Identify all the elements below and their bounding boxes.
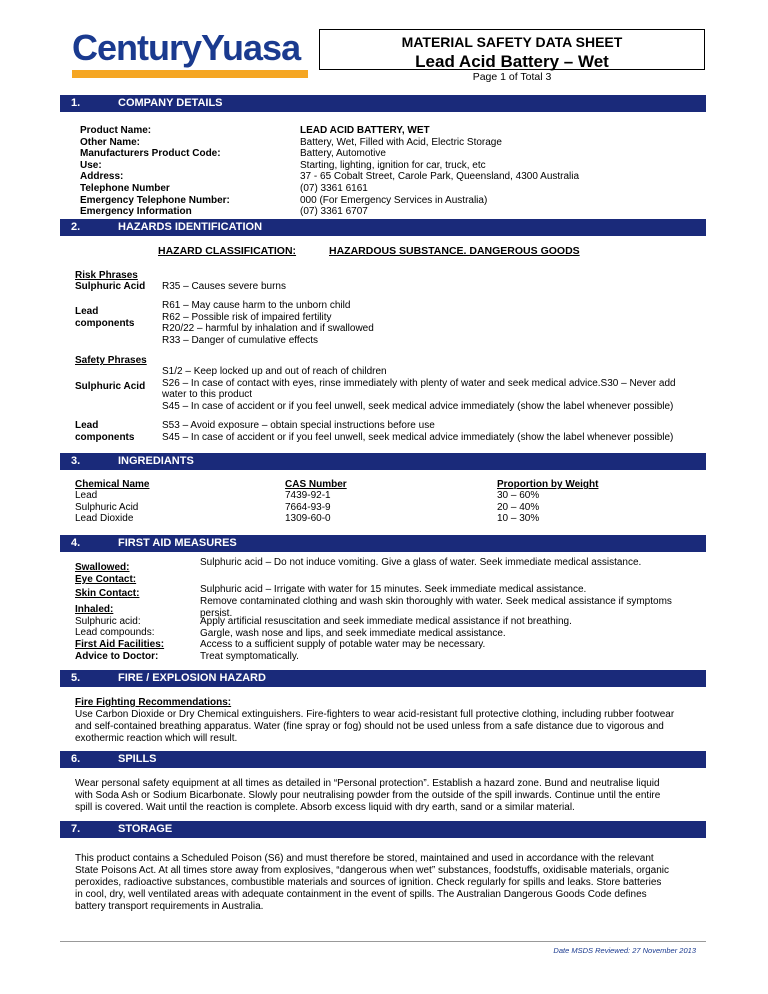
ingredients-cas-column: [285, 479, 347, 524]
table-cell: 30 – 60%: [497, 490, 540, 502]
storage-block: [75, 853, 695, 913]
fire-fighting-block: [75, 697, 695, 745]
first-aid-values: [200, 616, 572, 663]
review-date: Date MSDS Reviewed: 27 November 2013: [553, 946, 696, 955]
first-aid-labels: [75, 604, 164, 663]
label-line: components: [75, 432, 135, 443]
section-title: STORAGE: [118, 823, 173, 835]
phrase-line: R35 – Causes severe burns: [162, 281, 286, 292]
company-label: Emergency Information: [80, 206, 192, 218]
company-values: [300, 125, 579, 218]
sulphuric-acid-label: Sulphuric acid:: [75, 615, 141, 627]
ingredients-proportion-column: [497, 479, 598, 524]
section-number: 6.: [71, 753, 81, 765]
section-7-header: [60, 821, 706, 838]
phrase-line: R33 – Danger of cumulative effects: [162, 335, 319, 347]
company-label: Manufacturers Product Code:: [80, 148, 221, 160]
text-line: State Poisons Act. At all times store away from explosives, “dangerous when wet” substances, foodstuffs, oxidisable materials, organic: [75, 865, 669, 876]
safety-lead-text: [162, 420, 673, 444]
section-title: COMPANY DETAILS: [118, 97, 223, 109]
first-aid-facilities-text: Access to a sufficient supply of potable water may be necessary.: [200, 639, 486, 651]
section-number: 5.: [71, 672, 81, 684]
inhaled-text: Apply artificial resuscitation and seek immediate medical assistance if not breathing.: [200, 616, 572, 627]
advice-to-doctor-text: Treat symptomatically.: [200, 651, 299, 663]
table-cell: Sulphuric Acid: [75, 501, 139, 513]
safety-lead-label: [75, 420, 134, 444]
risk-phrases-heading: Risk Phrases: [75, 270, 138, 281]
company-label: Address:: [80, 171, 124, 183]
text-line: battery transport requirements in Australia.: [75, 901, 264, 912]
table-cell: Lead: [75, 490, 98, 502]
inhaled-label: Inhaled:: [75, 604, 114, 615]
section-1-header: [60, 95, 706, 112]
logo-text: CenturyYuasa: [72, 27, 301, 68]
century-yuasa-logo: [72, 27, 312, 80]
text-line: persist.: [200, 608, 233, 619]
company-value: 37 - 65 Cobalt Street, Carole Park, Queensland, 4300 Australia: [300, 171, 580, 183]
phrase-line: S53 – Avoid exposure – obtain special instructions before use: [162, 420, 435, 431]
spills-block: [75, 778, 695, 814]
safety-acid-label: Sulphuric Acid: [75, 381, 146, 392]
text-line: exothermic reaction which will result.: [75, 733, 238, 744]
company-value: Starting, lighting, ignition for car, truck, etc: [300, 159, 486, 171]
section-number: 3.: [71, 455, 81, 467]
lead-compounds-label: Lead compounds:: [75, 627, 155, 639]
phrase-line: R20/22 – harmful by inhalation and if swallowed: [162, 323, 374, 335]
company-value: 000 (For Emergency Services in Australia): [300, 194, 488, 206]
table-cell: Lead Dioxide: [75, 512, 134, 524]
phrase-line: S26 – In case of contact with eyes, rinse immediately with plenty of water and seek medical advice.S30 – Never add: [162, 377, 676, 389]
table-cell: 7439-92-1: [285, 490, 331, 502]
column-header: Chemical Name: [75, 479, 150, 490]
page-number: Page 1 of Total 3: [472, 71, 552, 83]
logo-underline: [72, 70, 308, 78]
label-line: Lead: [75, 306, 99, 317]
section-title: HAZARDS IDENTIFICATION: [118, 221, 263, 233]
eye-contact-text: Sulphuric acid – Irrigate with water for 15 minutes. Seek immediate medical assistance.: [200, 584, 587, 595]
section-number: 2.: [71, 221, 81, 233]
company-value: Battery, Automotive: [300, 148, 386, 160]
safety-acid-text: [162, 366, 676, 413]
text-line: This product contains a Scheduled Poison (S6) and must therefore be stored, maintained and used in accordance with the relevant: [75, 853, 654, 864]
company-value: LEAD ACID BATTERY, WET: [300, 125, 430, 136]
risk-lead-text: [162, 300, 374, 347]
document-title: MATERIAL SAFETY DATA SHEET: [401, 34, 623, 50]
phrase-line: S1/2 – Keep locked up and out of reach of children: [162, 366, 387, 377]
section-6-header: [60, 751, 706, 768]
swallowed-label: Swallowed:: [75, 562, 130, 573]
text-line: Use Carbon Dioxide or Dry Chemical extinguishers. Fire-fighters to wear acid-resistant full protective clothing, including rubber footwear: [75, 709, 675, 720]
label-line: components: [75, 318, 135, 329]
text-line: and self-contained breathing apparatus. Water (fine spray or fog) should not be used unless from a safe distance due to vigorous and: [75, 721, 664, 732]
phrase-line: S45 – In case of accident or if you feel unwell, seek medical advice immediately (show the label whenever possible): [162, 432, 674, 443]
section-title: FIRE / EXPLOSION HAZARD: [118, 672, 266, 684]
section-title: FIRST AID MEASURES: [118, 537, 237, 549]
section-title: INGREDIANTS: [118, 455, 194, 467]
table-cell: 10 – 30%: [497, 512, 540, 524]
fire-fighting-heading: Fire Fighting Recommendations:: [75, 697, 232, 708]
sulphuric-acid-text: Gargle, wash nose and lips, and seek immediate medical assistance.: [200, 627, 506, 639]
section-number: 4.: [71, 537, 81, 549]
phrase-line: R62 – Possible risk of impaired fertility: [162, 311, 332, 323]
section-number: 7.: [71, 823, 81, 835]
phrase-line: water to this product: [162, 389, 253, 401]
ingredients-name-column: [75, 479, 149, 524]
label-line: Lead: [75, 420, 99, 431]
hazard-classification-label: HAZARD CLASSIFICATION:: [158, 245, 297, 257]
table-cell: 7664-93-9: [285, 501, 331, 513]
text-line: Remove contaminated clothing and wash skin thoroughly with water. Seek medical assistance if symptoms: [200, 596, 672, 607]
hazard-classification-value: HAZARDOUS SUBSTANCE. DANGEROUS GOODS: [329, 245, 580, 257]
column-header: CAS Number: [285, 479, 347, 490]
company-value: (07) 3361 6161: [300, 182, 368, 194]
company-label: Other Name:: [80, 136, 141, 148]
risk-acid-text: [162, 281, 286, 293]
company-label: Use:: [80, 159, 102, 171]
section-number: 1.: [71, 97, 81, 109]
text-line: spill is covered. Wait until the reaction is complete. Absorb excess liquid with dry earth, sand or a similar material.: [75, 802, 575, 813]
column-header: Proportion by Weight: [497, 479, 599, 490]
section-title: SPILLS: [118, 753, 157, 765]
company-value: Battery, Wet, Filled with Acid, Electric Storage: [300, 136, 502, 148]
text-line: with Soda Ash or Sodium Bicarbonate. Slowly pour neutralising powder from the outside of the spill inwards. Continue until the entire: [75, 790, 661, 801]
company-label: Product Name:: [80, 125, 152, 136]
table-cell: 1309-60-0: [285, 512, 331, 524]
company-value: (07) 3361 6707: [300, 206, 368, 218]
company-label: Telephone Number: [80, 182, 170, 194]
company-label: Emergency Telephone Number:: [80, 194, 230, 206]
section-2-header: [60, 219, 706, 236]
eye-contact-label: Eye Contact:: [75, 574, 137, 585]
title-box: [319, 29, 705, 70]
section-3-header: [60, 453, 706, 470]
text-line: peroxides, radioactive substances, combustible materials and sources of ignition. Check regularly for spills and leaks. Store batteries: [75, 877, 662, 888]
skin-contact-label: Skin Contact:: [75, 588, 140, 599]
risk-acid-label: Sulphuric Acid: [75, 281, 146, 292]
footer-divider: [60, 941, 706, 942]
safety-phrases-heading: Safety Phrases: [75, 355, 147, 366]
risk-lead-label: [75, 306, 134, 330]
section-4-header: [60, 535, 706, 552]
document-subtitle: Lead Acid Battery – Wet: [415, 51, 609, 71]
text-line: in cool, dry, well ventilated areas with adequate containment in the event of spills. The Australian Dangerous Goods Code defines: [75, 889, 647, 900]
table-cell: 20 – 40%: [497, 501, 540, 513]
phrase-line: S45 – In case of accident or if you feel unwell, seek medical advice immediately (show the label whenever possible): [162, 401, 674, 413]
phrase-line: R61 – May cause harm to the unborn child: [162, 300, 351, 311]
text-line: Wear personal safety equipment at all times as detailed in “Personal protection”. Establish a hazard zone. Bund and neutralise liquid: [75, 778, 660, 789]
section-5-header: [60, 670, 706, 687]
company-labels: [80, 125, 230, 218]
first-aid-facilities-label: First Aid Facilities:: [75, 639, 165, 651]
advice-to-doctor-label: Advice to Doctor:: [75, 650, 159, 662]
swallowed-text: Sulphuric acid – Do not induce vomiting. Give a glass of water. Seek immediate medical assistance.: [200, 557, 642, 568]
